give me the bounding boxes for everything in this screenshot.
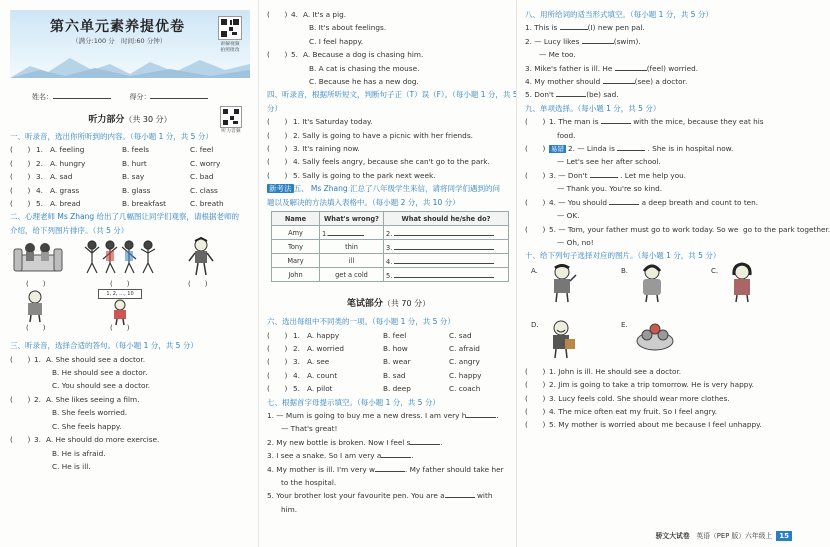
option-c: C. afraid	[449, 343, 480, 353]
option-a: A. She should see a doctor.	[46, 354, 146, 364]
section-4-heading: 四、听录音，根据所听短文，判断句子正（T）误（F）。（每小题 1 分，共 5	[267, 90, 518, 100]
sofa-picture	[12, 239, 64, 277]
s8-line: 3. Mike's father is ill. He (feel) worried.	[525, 63, 699, 73]
s8-line: 1. This is (I) new pen pal.	[525, 23, 645, 33]
answer-blank[interactable]: ( )	[267, 10, 288, 19]
table-cell: Tony	[272, 240, 320, 254]
table-row	[272, 268, 509, 282]
answer-blank[interactable]: ( )	[10, 199, 31, 209]
table-cell: Amy	[272, 226, 320, 240]
question-number: 4.	[36, 185, 43, 195]
question-number: 1.	[36, 145, 43, 155]
answer-blank[interactable]: ( )	[10, 145, 31, 155]
answer-blank[interactable]: ( )	[525, 170, 546, 180]
picture-a-sick-boy	[545, 263, 579, 303]
match-sentence: 2. Jim is going to take a trip tomorrow. He is very happy.	[549, 380, 754, 390]
question-row	[10, 184, 250, 197]
section-2-heading: 二、心理老师 Ms Zhang 给出了几幅图让同学们观察，请根据老师的	[10, 212, 240, 222]
question-row: ( ) 4. — You should a deep breath and count to ten.	[525, 197, 759, 207]
question-row	[267, 355, 510, 368]
answer-blank[interactable]: ( )	[10, 435, 31, 445]
option-a: A. feeling	[50, 145, 85, 155]
table-row	[272, 254, 509, 268]
answer-blank[interactable]: ( )	[26, 324, 46, 333]
qr-label: 讲解视频 拍照批改	[220, 42, 240, 53]
column-middle	[258, 0, 518, 547]
question-number: 2.	[34, 394, 41, 404]
page-title: 第六单元素养提优卷	[50, 19, 185, 35]
question-number: 2.	[36, 158, 43, 168]
question-number: 5.	[36, 199, 43, 209]
fill-blank[interactable]	[590, 169, 618, 178]
counting-board: 1, 2, …, 10	[98, 289, 142, 299]
children-picture	[82, 237, 162, 277]
question-number: 5.	[291, 50, 298, 60]
qr-label: 听力音频	[221, 129, 241, 134]
option-c: C. bad	[190, 172, 214, 182]
s7-line: 3. I see a snake. So I am very a .	[267, 451, 414, 461]
match-row	[525, 405, 794, 418]
page-footer: 骄文大试卷 英语（PEP 版）六年级上 15	[656, 530, 792, 541]
question-number: 4.	[293, 370, 300, 380]
answer-blank[interactable]: ( )	[525, 197, 546, 207]
tf-statement: 5. Sally is going to the park next week.	[293, 170, 436, 180]
picture-e-mouse-fruit	[633, 321, 677, 353]
answer-blank[interactable]: ( )	[525, 393, 546, 403]
option-b: B. breakfast	[122, 199, 167, 209]
option-b: B. feel	[383, 330, 407, 340]
option-b: B. hurt	[122, 158, 147, 168]
page-subtitle: （满分:100 分 时间:60 分钟）	[72, 37, 167, 45]
option-a: A. It's a pig.	[303, 10, 347, 19]
s7-line: 2. My new bottle is broken. Now I feel s .	[267, 437, 443, 447]
option-a: A. happy	[307, 330, 340, 340]
writing-title: 笔试部分（共 70 分）	[346, 299, 431, 310]
section-2-heading-2: 介绍，给下列图片排序。（共 5 分）	[10, 225, 129, 235]
name-score-row: 姓名： 得分：	[32, 90, 250, 102]
picture-b-cold-girl	[635, 263, 669, 303]
tf-row	[267, 142, 510, 155]
section-8-heading: 八、用所给词的适当形式填空。（每小题 1 分，共 5 分）	[525, 10, 713, 19]
answer-blank[interactable]: ( )	[267, 384, 288, 394]
table-header: Name	[272, 212, 320, 226]
question-number: 3.	[293, 357, 300, 367]
question-row	[267, 329, 510, 342]
angry-boy-picture	[186, 237, 216, 277]
question-row	[10, 353, 250, 366]
section-10-pictures-2: D. E.	[525, 317, 794, 365]
answer-blank[interactable]: ( )	[267, 343, 288, 353]
option-b: B. He is afraid.	[52, 448, 106, 458]
question-line: — Oh, no!	[557, 237, 594, 247]
answer-blank[interactable]: ( )	[267, 170, 288, 180]
option-b: B. feels	[122, 145, 150, 155]
question-row	[10, 197, 250, 210]
column-right	[516, 0, 830, 547]
answer-blank[interactable]: ( )	[267, 144, 288, 154]
table-cell[interactable]: 2.	[384, 226, 509, 240]
option-a: A. sad	[50, 172, 73, 182]
option-c: C. sad	[449, 330, 472, 340]
option-c: C. He is ill.	[52, 461, 91, 471]
fill-blank[interactable]	[556, 88, 586, 97]
fill-blank[interactable]	[615, 62, 647, 71]
answer-blank[interactable]: ( )	[525, 406, 546, 416]
s8-line: 2. — Lucy likes (swim).	[525, 36, 641, 46]
table-header: What should he/she do?	[384, 212, 509, 226]
mountain-decoration	[10, 52, 250, 78]
option-a: A. grass	[50, 185, 80, 195]
option-b: B. He should see a doctor.	[52, 368, 148, 378]
section-10-heading: 十、给下列句子选择对应的图片。（每小题 1 分，共 5 分）	[525, 251, 721, 261]
fill-blank[interactable]	[617, 142, 645, 151]
s7-line: 5. Your brother lost your favourite pen. You are a with	[267, 491, 493, 501]
section-2-pictures	[10, 237, 250, 333]
qr-code-icon	[220, 106, 242, 128]
table-header: What's wrong?	[320, 212, 384, 226]
option-c: C. She feels happy.	[52, 421, 122, 431]
fill-blank[interactable]	[375, 463, 405, 472]
table-cell: get a cold	[320, 268, 384, 282]
s7-line: him.	[281, 504, 298, 514]
option-a: A. She likes seeing a film.	[46, 394, 140, 404]
fill-blank[interactable]	[560, 21, 588, 30]
fill-blank[interactable]	[445, 489, 475, 498]
section-7-heading: 七、根据首字母提示填空。（每小题 1 分，共 5 分）	[267, 397, 440, 407]
option-c: C. breath	[190, 199, 224, 209]
question-number: 1.	[293, 330, 300, 340]
section-5-heading: 新考法 五、 Ms Zhang 汇总了八年级学生来信，请将同学们遇到的问	[269, 184, 501, 194]
tf-statement: 2. Sally is going to have a picnic with her friends.	[293, 130, 473, 140]
option-c: C. happy	[449, 370, 482, 380]
section-10-pictures: A. B. C.	[525, 263, 794, 323]
option-b: B. glass	[122, 185, 151, 195]
fill-blank[interactable]	[466, 409, 496, 418]
qr-code-icon	[218, 16, 242, 40]
option-c: C. class	[190, 185, 218, 195]
option-a: A. He should do more exercise.	[46, 435, 160, 445]
answer-blank[interactable]: ( )	[267, 330, 288, 340]
section-4-heading-2: 分）	[267, 103, 282, 113]
answer-blank[interactable]: ( )	[188, 280, 208, 289]
answer-blank[interactable]: ( )	[267, 50, 288, 60]
error-prone-tag: 易错	[551, 145, 564, 154]
table-row	[272, 226, 509, 240]
option-a: A. hungry	[50, 158, 86, 168]
option-b: B. say	[122, 172, 145, 182]
answer-blank[interactable]: ( )	[10, 172, 31, 182]
tf-statement: 4. Sally feels angry, because she can't go to the park.	[293, 157, 490, 167]
match-row	[525, 378, 794, 391]
question-row	[267, 342, 510, 355]
s8-line: 5. Don't (be) sad.	[525, 90, 619, 100]
option-a: A. pilot	[307, 384, 333, 394]
s7-line: 1. — Mum is going to buy me a new dress. I am very h .	[267, 410, 499, 420]
answer-blank[interactable]: ( )	[10, 394, 31, 404]
answer-blank[interactable]: ( )	[10, 354, 31, 364]
answer-blank[interactable]: ( )	[525, 380, 546, 390]
match-row	[525, 418, 794, 431]
boy-counting-picture	[106, 299, 134, 325]
option-b: B. It's about feelings.	[309, 23, 387, 33]
tf-row	[267, 155, 510, 168]
option-c: C. coach	[449, 384, 481, 394]
question-row	[267, 369, 510, 382]
s8-line: 4. My mother should (see) a doctor.	[525, 77, 688, 87]
answer-blank[interactable]: ( )	[267, 130, 288, 140]
question-row	[10, 157, 250, 170]
answer-blank[interactable]: ( )	[525, 420, 546, 430]
option-c: C. worry	[190, 158, 221, 168]
option-c: C. I feel happy.	[309, 36, 364, 46]
question-line: food.	[557, 130, 576, 140]
question-line: — OK.	[557, 211, 580, 221]
option-b: B. deep	[383, 384, 411, 394]
match-sentence: 3. Lucy feels cold. She should wear more clothes.	[549, 393, 730, 403]
option-a: A. bread	[50, 199, 81, 209]
fill-blank[interactable]	[410, 436, 440, 445]
answer-blank[interactable]: ( )	[525, 366, 546, 376]
s8-line: — Me too.	[539, 50, 576, 60]
picture-d-happy-boy	[545, 319, 577, 359]
question-row	[267, 48, 510, 61]
s7-line: — That's great!	[281, 424, 338, 434]
question-number: 3.	[36, 172, 43, 182]
question-row	[10, 170, 250, 183]
answer-blank[interactable]: ( )	[267, 117, 288, 127]
match-row	[525, 392, 794, 405]
option-c: C. angry	[449, 357, 480, 367]
fill-blank[interactable]	[601, 115, 631, 124]
tf-statement: 1. It's Saturday today.	[293, 117, 373, 127]
answer-blank[interactable]: ( )	[10, 185, 31, 195]
listening-title: 听力部分（共 30 分）	[88, 115, 172, 125]
fill-blank[interactable]	[603, 75, 635, 84]
table-cell[interactable]: 3.	[384, 240, 509, 254]
question-row: ( ) 1. The man is with the mice, because they eat his	[525, 117, 764, 127]
fill-blank[interactable]	[582, 35, 614, 44]
question-number: 4.	[291, 10, 298, 19]
page-number: 15	[776, 531, 792, 541]
table-cell[interactable]: 5.	[384, 268, 509, 282]
answer-blank[interactable]: ( )	[267, 370, 288, 380]
match-sentence: 1. John is ill. He should see a doctor.	[549, 366, 682, 376]
answer-blank[interactable]: ( )	[267, 157, 288, 167]
tf-row	[267, 115, 510, 128]
answer-blank[interactable]: ( )	[267, 357, 288, 367]
answer-blank[interactable]: ( )	[110, 324, 130, 333]
question-row: ( ) 易错 2. — Linda is . She is in hospital now.	[525, 144, 734, 154]
s7-line: 4. My mother is ill. I'm very w . My father should take her	[267, 464, 504, 474]
column-left	[0, 0, 256, 547]
question-row	[10, 433, 250, 446]
table-cell: Mary	[272, 254, 320, 268]
answer-blank[interactable]: ( )	[525, 224, 546, 234]
tf-statement: 3. It's raining now.	[293, 144, 360, 154]
title-banner	[10, 10, 250, 78]
section-3-heading: 三、听录音，选择合适的答句。（每小题 1 分，共 5 分）	[10, 341, 198, 351]
answer-blank[interactable]: ( )	[110, 280, 130, 289]
tf-row	[267, 169, 510, 182]
option-c: C. You should see a doctor.	[52, 381, 151, 391]
match-row	[525, 365, 794, 378]
question-row	[10, 143, 250, 156]
picture-c-mother	[725, 263, 759, 303]
tf-row	[267, 129, 510, 142]
option-a: A. worried	[307, 343, 344, 353]
table-cell[interactable]: 4.	[384, 254, 509, 268]
s7-line: to the hospital.	[281, 477, 337, 487]
match-sentence: 5. My mother is worried about me because I feel unhappy.	[549, 420, 762, 430]
question-number: 1.	[34, 354, 41, 364]
table-cell: ill	[320, 254, 384, 268]
question-row	[10, 393, 250, 406]
question-row	[267, 382, 510, 395]
question-line: — Let's see her after school.	[557, 157, 661, 167]
question-row	[267, 8, 510, 21]
question-line: — Thank you. You're so kind.	[557, 184, 663, 194]
question-number: 5.	[293, 384, 300, 394]
table-cell: thin	[320, 240, 384, 254]
match-sentence: 4. The mice often eat my fruit. So I feel angry.	[549, 406, 718, 416]
option-a: A. count	[307, 370, 338, 380]
answer-blank[interactable]: ( )	[26, 280, 46, 289]
option-a: A. see	[307, 357, 330, 367]
table-cell[interactable]: 1.	[320, 226, 384, 240]
option-b: B. sad	[383, 370, 406, 380]
answer-blank[interactable]: ( )	[525, 144, 546, 154]
section-9-heading: 九、单项选择。（每小题 1 分，共 5 分）	[525, 103, 661, 113]
section-6-heading: 六、选出每组中不同类的一项。（每小题 1 分，共 5 分）	[267, 317, 455, 327]
table-row	[272, 240, 509, 254]
option-b: B. A cat is chasing the mouse.	[309, 63, 420, 73]
option-b: B. wear	[383, 357, 411, 367]
section-5-heading-2: 题以及解决的方法填入表格中。（每小题 2 分，共 10 分）	[267, 197, 460, 207]
option-a: A. Because a dog is chasing him.	[303, 50, 424, 60]
option-c: C. Because he has a new dog.	[309, 77, 419, 87]
fill-blank[interactable]	[609, 196, 639, 205]
question-row: ( ) 3. — Don't . Let me help you.	[525, 170, 687, 180]
problem-table	[271, 211, 509, 282]
fill-blank[interactable]	[381, 449, 411, 458]
answer-blank[interactable]: ( )	[525, 117, 546, 127]
question-number: 3.	[34, 435, 41, 445]
boy-thinking-picture	[20, 289, 50, 323]
option-b: B. how	[383, 343, 408, 353]
option-c: C. feel	[190, 145, 214, 155]
question-row: ( ) 5. — Tom, your father must go to work today. So we go to the park together.	[525, 224, 830, 234]
option-b: B. She feels worried.	[52, 408, 128, 418]
answer-blank[interactable]: ( )	[10, 158, 31, 168]
table-cell: John	[272, 268, 320, 282]
section-1-heading: 一、听录音，选出你所听到的内容。（每小题 1 分，共 5 分）	[10, 132, 213, 141]
question-number: 2.	[293, 343, 300, 353]
